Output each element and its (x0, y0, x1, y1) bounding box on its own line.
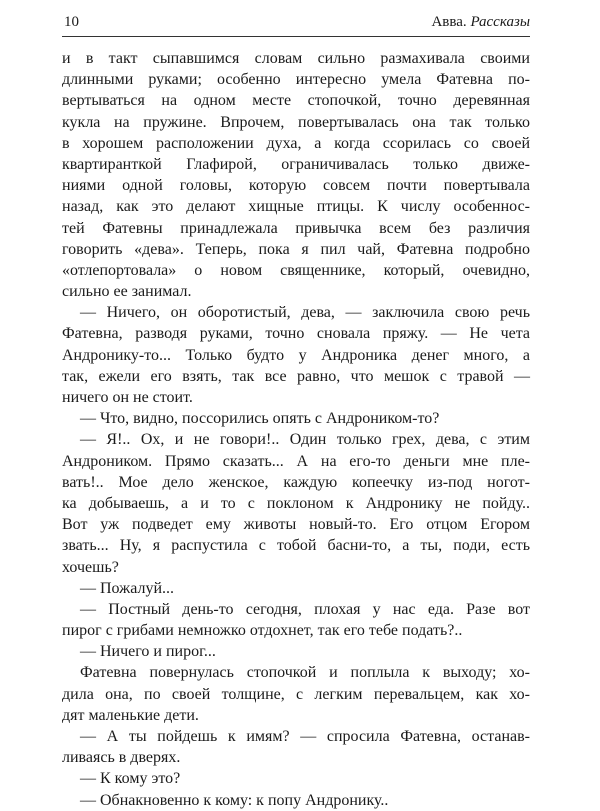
text-line: назад, как это делают хищные птицы. К числу особеннос- (62, 198, 530, 216)
text-line: звать... Ну, я распустила с тобой басни-то, а ты, поди, есть (62, 537, 530, 555)
text-line: и в такт сыпавшимся словам сильно размахивала своими (62, 50, 530, 67)
text-line: Андронику-то... Только будто у Андроника денег много, а (62, 346, 530, 364)
text-line: — Ничего, он оборотистый, дева, — заключила свою речь (80, 304, 530, 322)
running-header (62, 14, 530, 37)
text-line: тей Фатевны принадлежала привычка всем без различия (62, 219, 530, 237)
text-line: ка добываешь, а и то с поклоном к Андронику не пойду.. (62, 494, 530, 512)
page-number: 10 (64, 14, 79, 30)
text-line: сильно ее занимал. (62, 283, 192, 301)
text-line: говорить «дева». Теперь, пока я пил чай, Фатевна подробно (62, 240, 530, 258)
text-line: вать!.. Мое дело женское, каждую копеечку из-под ногот- (62, 473, 530, 491)
text-line: — К кому это? (80, 770, 181, 788)
text-line: вертываться на одном месте стопочкой, точно деревянная (62, 92, 530, 110)
text-line: в хорошем расположении духа, а когда ссорилась со своей (62, 134, 530, 152)
text-line: Фатевна, разводя руками, точно сновала пряжу. — Не чета (62, 325, 530, 343)
text-line: — Ничего и пирог... (80, 643, 216, 661)
text-line: квартиранткой Глафирой, ограничивалась только движе- (62, 155, 530, 173)
book-title: Рассказы (470, 14, 530, 30)
text-line: — Постный день-то сегодня, плохая у нас еда. Разе вот (80, 600, 530, 618)
text-line: — А ты пойдешь к имям? — спросила Фатевна, останав- (80, 728, 530, 745)
text-line: — Пожалуй... (80, 579, 174, 597)
text-line: пирог с грибами немножко отдохнет, так его тебе подать?.. (62, 622, 463, 640)
author-name: Авва. (431, 14, 467, 30)
text-line: хочешь? (62, 558, 119, 576)
text-line: Вот уж подведет ему животы новый-то. Его отцом Егором (62, 516, 530, 534)
text-line: ливаясь в дверях. (62, 749, 181, 767)
text-line: так, ежели его взять, так все равно, что мешок с травой — (62, 367, 530, 385)
text-line: — Обнакновенно к кому: к попу Андронику.. (80, 791, 389, 809)
text-line: — Я!.. Ох, и не говори!.. Один только грех, дева, с этим (80, 431, 530, 449)
text-line: дила она, по своей толщине, с легким перевальцем, как хо- (62, 685, 530, 703)
text-line: длинными руками; особенно интересно умела Фатевна по- (62, 71, 530, 89)
text-line: ниями одной головы, которую совсем почти повертывала (62, 177, 530, 195)
text-line: дят маленькие дети. (62, 706, 199, 724)
text-line: ничего он не стоит. (62, 389, 193, 406)
text-line: «отлепортовала» о новом священнике, который, очевидно, (62, 261, 530, 279)
text-line: Фатевна повернулась стопочкой и поплыла к выходу; хо- (80, 664, 530, 682)
text-line: — Что, видно, поссорились опять с Андроником-то? (80, 410, 440, 428)
text-line: Андроником. Прямо сказать... А на его-то деньги мне пле- (62, 452, 530, 470)
running-title (431, 14, 530, 31)
text-line: кукла на пружине. Впрочем, повертывалась она так только (62, 113, 530, 131)
text-body (62, 48, 530, 811)
